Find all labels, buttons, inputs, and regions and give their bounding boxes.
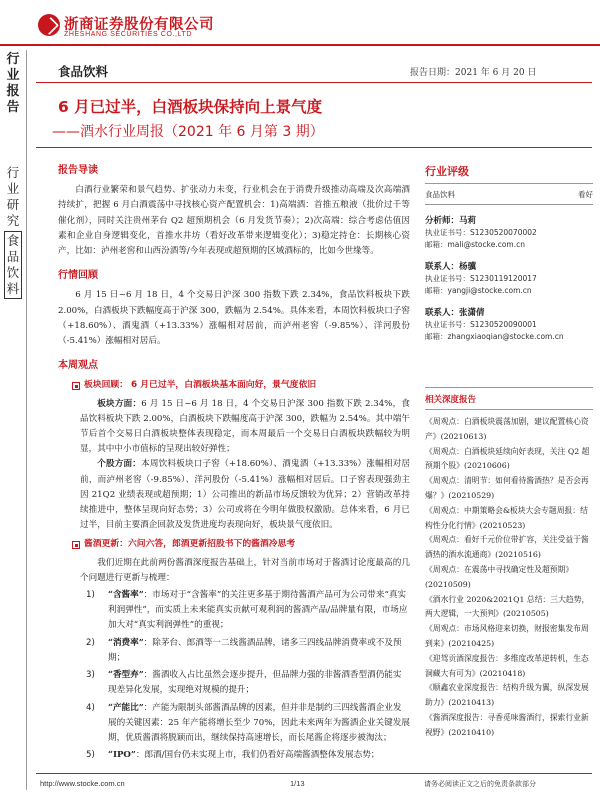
related-report-item[interactable]: 《酒水行业 2020&2021Q1 总结：三大趋势，两大逻辑，一大预判》(20210505) [425,594,590,619]
related-report-item[interactable]: 《迎驾贡酒深度报告：多维度改革逆转机，生态洞藏大有可为》(20210418) [425,653,589,678]
views-heading: 本周观点 [58,360,98,372]
footer-divider [36,773,592,774]
stock-label: 个股方面： [97,459,142,470]
list-item-number: 1) [86,590,95,601]
list-item-number: 3) [86,670,95,681]
analyst-email[interactable]: 邮箱：mali@stocke.com.cn [425,240,525,249]
views-subheading-1-text: 板块回顾： 6 月已过半，白酒板块基本面向好，景气度依旧 [84,380,317,391]
list-item [86,636,410,666]
list-item [86,668,410,698]
related-report-item[interactable]: 《周观点：清明节：如何看待酱酒热？是否会再爆？》(20210529) [425,476,589,500]
sector-paragraph [58,397,410,458]
sector-label: 板块方面： [97,398,142,409]
related-report-item[interactable]: 《周观点：白酒板块延续向好表现，关注 Q2 超预期个股》(20210606) [425,446,590,471]
bullet-square-icon [72,382,80,390]
bullet-square-icon [72,541,80,549]
contact-block [425,261,593,297]
rating-industry: 食品饮料 [425,190,455,199]
footer-url[interactable]: http://www.stocke.com.cn [40,779,125,788]
title-divider-bottom [36,147,592,148]
views-subheading-1 [72,378,410,393]
disclaimer-note: 请务必阅读正文之后的免责条款部分 [424,780,536,788]
list-item-number: 5) [86,750,95,761]
contact-heading: 联系人：杨骥 [425,262,477,272]
report-title: 6 月已过半，白酒板块保持向上景气度 [58,98,323,116]
views-subheading-2-text: 酱酒更新：六问六答，郎酒更新招股书下的酱酒冷思考 [84,539,296,550]
contact-block [425,307,593,343]
analyst-cert: 执业证书号：S1230520070002 [425,228,537,237]
list-item-number: 2) [86,637,95,648]
title-divider-top [36,82,592,83]
rating-row [425,189,593,200]
related-report-item[interactable]: 《周观点：中期策略会&板块大会专题周报：结构性分化行情》(20210523) [425,505,588,530]
guide-text: 白酒行业繁荣和景气趋势、扩张动力未变，行业机会在于消费升级推动高端及次高端酒持续扩，把握 6 月白酒震荡中寻找核心资产配置机会：1)高端酒：首推五粮液（批价过千等催化剂），同时关注贵州茅台 Q2 超预期机会（6 月发货节奏）；2)次高端：综合考虑估值因素和企业自身逻辑变化，首推水井坊（看好改革带来逻辑变化）；3)稳定持仓：长期核心资产，比如：泸州老窖和山西汾酒等/今年表现或超预期的区域酒标的，比如今世缘等。 [58,185,410,257]
page-number: 1/13 [290,779,305,788]
contact-cert: 执业证书号：S1230520090001 [425,320,537,329]
contact-cert: 执业证书号：S1230119120017 [425,274,537,283]
stock-paragraph [58,457,410,533]
list-item-text: “含酱率”：市场对于“含酱率”的关注更多基于期待酱酒产品可为公司带来“真实利润弹性”，而实质上未来能真实贡献可观利润的酱酒产品/品牌量有限，市场应加大对“真实利润弹性”的重视； [108,590,408,631]
rating-divider [425,183,593,184]
views-subheading-2 [72,537,410,552]
rating-divider-bottom [425,204,593,205]
related-reports-heading: 相关深度报告 [425,395,477,405]
rating-grade: 看好 [578,190,593,199]
related-divider [425,409,593,410]
report-subtitle: ——酒水行业周报（2021 年 6 月第 3 期） [52,124,324,140]
review-text: 6 月 15 日~6 月 18 日，4 个交易日沪深 300 指数下跌 2.34%，食品饮料板块下跌 2.00%，白酒板块下跌幅度高于沪深 300，跌幅为 2.54%。具体来看，本周饮料板块口子窖（+18.60%）、酒鬼酒（+13.33%）涨幅相对居前，而泸州老窖（-9.85%）、洋河股份（-5.41%）涨幅相对居后。 [58,290,410,347]
industry-label: 食品饮料 [58,64,109,79]
right-column [425,163,593,741]
left-margin-rule [26,50,27,790]
list-item [86,588,410,634]
analyst-heading: 分析师：马莉 [425,216,477,226]
guide-heading: 报告导读 [58,165,98,176]
side-tab-research: 行业研究 [6,165,20,228]
rating-heading: 行业评级 [425,165,469,178]
company-name-cn: 浙商证券股份有限公司 [64,17,214,33]
related-report-item[interactable]: 《周观点：市场风格迎来切换，财报密集发布周到来》(20210425) [425,624,589,648]
related-report-item[interactable]: 《酱酒深度报告：寻香觅味酱酒行，探索行业新视野》(20210410) [425,712,589,737]
report-date-label: 报告日期： [410,68,456,78]
review-heading: 行情回顾 [58,270,98,282]
side-tab-industry: 食品饮料 [4,231,22,299]
contact-email[interactable]: 邮箱：zhangxiaoqian@stocke.com.cn [425,332,564,341]
main-column [58,163,410,763]
contact-email[interactable]: 邮箱：yangji@stocke.com.cn [425,286,532,295]
stock-text: 本周饮料板块口子窖（+18.60%）、酒鬼酒（+13.33%）涨幅相对居前，而泸州老窖（-9.85%）、洋河股份（-5.41%）涨幅相对居后。口子窖表现强劲主因 21Q2 业绩表现或超预期；1）公司推出的新品市场反馈较为优异；2）营销改革持续推进中，整体呈现向好态势；3）公司或将在今明年做股权激励。总体来看，6 月已过半，目前主要酒企回款及发货进度均表现向好，板块景气度依旧。 [80,459,410,531]
analyst-block [425,215,593,251]
related-report-item[interactable]: 《周观点：白酒板块震荡加剧，建议配置核心资产》(20210613) [425,417,589,441]
company-logo-icon [38,14,60,36]
report-date-value: 2021 年 6 月 20 日 [455,68,537,78]
list-item-number: 4) [86,702,95,713]
list-item [86,748,410,763]
list-item-text: “香型弃”：酱酒收入占比虽然会逐步提升，但品牌力强的非酱酒香型酒仍能实现差异化发展，实现绝对规模的提升； [108,670,402,696]
sector-text: 6 月 15 日~6 月 18 日，4 个交易日沪深 300 指数下跌 2.34%，食品饮料板块下跌 2.00%，白酒板块下跌幅度高于沪深 300，跌幅为 2.54%。其中端午节后首个交易日白酒板块整体表现稳定，而本周最后一个交易日白酒板块跌幅较为明显，其中中小市值标的呈现出较好弹性； [80,398,410,455]
side-tab-report-type: 行业报告 [6,52,20,115]
related-report-item[interactable]: 《顺鑫农业深度报告：结构升级为翼，纵深发展助力》(20210413) [425,683,589,708]
related-divider-top [425,387,593,388]
related-report-item[interactable]: 《周观点：在震荡中寻找确定性及超预期》(20210509) [425,564,574,589]
contact-heading: 联系人：张潇倩 [425,308,485,318]
related-report-item[interactable]: 《周观点：看好千元价位带扩容，关注受益于酱酒热的酒水流通商》(20210516) [425,535,589,560]
header-divider [0,44,600,46]
company-name-en: ZHESHANG SECURITIES CO.,LTD [64,31,193,38]
list-item-text: “消费率”：除茅台、郎酒等一二线酱酒品牌，诸多三四线品牌消费率或不及预期； [108,637,402,663]
list-item-text: “产能比”：产能为限制头部酱酒品牌的因素，但并非是制约三四线酱酒企业发展的关键因素：25 年产能将增长至少 70%，因此未来两年为酱酒企业关键发展期，优质酱酒将脱颖而出，继续保持高速增长，而长尾酱企将逐步被淘汰； [108,702,410,743]
report-date [410,65,536,78]
list-item-text: “IPO”：郎酒/国台仍未实现上市，我们仍看好高端酱酒整体发展态势； [108,750,380,761]
side-tab-category [4,165,22,299]
sauce-intro-text: 我们近期在此前两份酱酒深度报告基础上，针对当前市场对于酱酒讨论度最高的几个问题进行更新与梳理： [80,557,410,583]
list-item [86,701,410,747]
